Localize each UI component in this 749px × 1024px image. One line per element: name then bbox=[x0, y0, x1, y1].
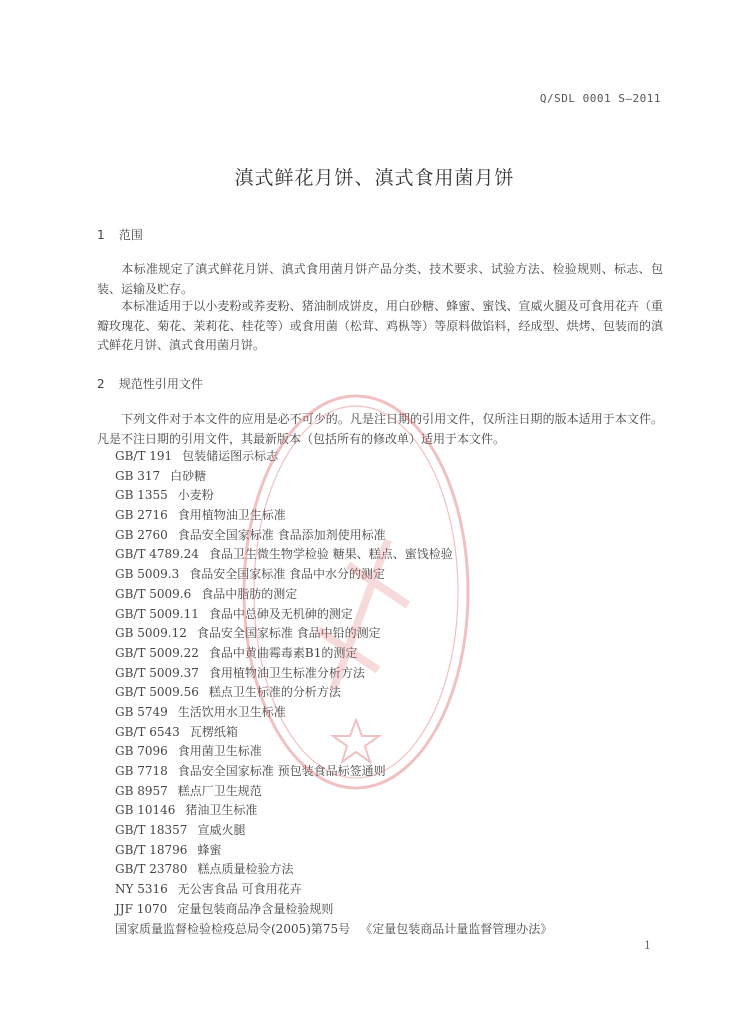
reference-code: GB 8957 bbox=[115, 783, 168, 798]
reference-title: 食品安全国家标准 食品中水分的测定 bbox=[189, 567, 386, 582]
section-number: 2 bbox=[97, 377, 105, 391]
reference-item bbox=[115, 801, 552, 821]
reference-title: 包装储运图示标志 bbox=[182, 449, 279, 463]
reference-item bbox=[115, 644, 552, 664]
reference-title: 食品中脂肪的测定 bbox=[201, 586, 298, 601]
reference-item bbox=[115, 526, 552, 546]
reference-code: GB/T 5009.6 bbox=[115, 586, 192, 601]
reference-code: GB/T 5009.22 bbox=[115, 645, 199, 660]
reference-code: GB/T 5009.11 bbox=[115, 606, 199, 621]
reference-code: GB/T 191 bbox=[115, 449, 173, 463]
reference-title: 生活饮用水卫生标准 bbox=[177, 704, 286, 719]
reference-title: 食品卫生微生物学检验 糖果、糕点、蜜饯检验 bbox=[208, 547, 453, 562]
reference-item bbox=[115, 624, 552, 644]
reference-code: GB/T 5009.56 bbox=[115, 685, 199, 700]
reference-code: GB 7096 bbox=[115, 744, 168, 759]
reference-title: 食品安全国家标准 食品添加剂使用标准 bbox=[177, 527, 386, 542]
reference-title: 食品中黄曲霉毒素B1的测定 bbox=[208, 645, 358, 660]
reference-title: 食用植物油卫生标准分析方法 bbox=[208, 665, 365, 680]
reference-item bbox=[115, 506, 552, 526]
reference-code: 国家质量监督检验检疫总局令(2005)第75号 bbox=[115, 921, 351, 936]
reference-title: 无公害食品 可食用花卉 bbox=[177, 882, 302, 897]
reference-item bbox=[115, 486, 552, 506]
reference-code: GB 2716 bbox=[115, 508, 168, 523]
paragraph-text: 本标准适用于以小麦粉或荞麦粉、猪油制成饼皮，用白砂糖、蜂蜜、蜜饯、宣威火腿及可食用花卉（重瓣玫瑰花、菊花、茉莉花、桂花等）或食用菌（松茸、鸡枞等）等原料做馅料，经成型、烘烤、包装而的滇式鲜花月饼、滇式食用菌月饼。 bbox=[97, 299, 663, 353]
reference-code: GB 10146 bbox=[115, 803, 176, 818]
reference-item bbox=[115, 467, 552, 487]
reference-item bbox=[115, 683, 552, 703]
reference-item bbox=[115, 703, 552, 723]
reference-item bbox=[115, 841, 552, 861]
reference-title: 糕点质量检验方法 bbox=[197, 862, 294, 877]
reference-item bbox=[115, 900, 552, 920]
paragraph-text: 本标准规定了滇式鲜花月饼、滇式食用菌月饼产品分类、技术要求、试验方法、检验规则、标志、包装、运输及贮存。 bbox=[97, 262, 663, 296]
reference-title: 食品中总砷及无机砷的测定 bbox=[208, 606, 353, 621]
reference-item bbox=[115, 545, 552, 565]
reference-title: 糕点卫生标准的分析方法 bbox=[208, 685, 341, 700]
section-title: 范围 bbox=[118, 228, 143, 242]
reference-item bbox=[115, 742, 552, 762]
reference-title: 猪油卫生标准 bbox=[185, 803, 258, 818]
reference-item bbox=[115, 605, 552, 625]
reference-item bbox=[115, 585, 552, 605]
reference-item bbox=[115, 880, 552, 900]
reference-title: 食用菌卫生标准 bbox=[177, 744, 262, 759]
reference-item bbox=[115, 920, 552, 940]
reference-title: 宣威火腿 bbox=[197, 823, 246, 838]
reference-code: GB/T 23780 bbox=[115, 862, 188, 877]
reference-item bbox=[115, 782, 552, 802]
reference-code: JJF 1070 bbox=[115, 901, 168, 916]
reference-code: GB/T 18796 bbox=[115, 842, 188, 857]
section-1-paragraph-2 bbox=[97, 297, 663, 356]
reference-code: GB 2760 bbox=[115, 527, 168, 542]
reference-title: 蜂蜜 bbox=[197, 842, 222, 857]
reference-title: 定量包装商品净含量检验规则 bbox=[177, 901, 334, 916]
reference-code: GB 5009.3 bbox=[115, 567, 180, 582]
reference-code: NY 5316 bbox=[115, 882, 168, 897]
reference-code: GB/T 18357 bbox=[115, 823, 188, 838]
page-number: 1 bbox=[644, 939, 651, 952]
standard-code: Q/SDL 0001 S—2011 bbox=[539, 92, 661, 105]
section-2-heading bbox=[97, 375, 203, 392]
reference-title: 食用植物油卫生标准 bbox=[177, 508, 286, 523]
reference-code: GB 5009.12 bbox=[115, 626, 187, 641]
section-1-paragraph-1 bbox=[97, 260, 663, 299]
reference-title: 瓦楞纸箱 bbox=[189, 724, 238, 739]
reference-title: 《定量包装商品计量监督管理办法》 bbox=[360, 921, 553, 936]
reference-code: GB/T 4789.24 bbox=[115, 547, 199, 562]
reference-item bbox=[115, 664, 552, 684]
reference-list bbox=[115, 447, 552, 939]
reference-title: 糕点厂卫生规范 bbox=[177, 783, 262, 798]
reference-item bbox=[115, 821, 552, 841]
section-1-heading bbox=[97, 226, 143, 243]
reference-code: GB 1355 bbox=[115, 488, 168, 503]
reference-title: 白砂糖 bbox=[170, 468, 207, 483]
reference-code: GB/T 6543 bbox=[115, 724, 180, 739]
reference-code: GB 317 bbox=[115, 468, 161, 483]
reference-item bbox=[115, 565, 552, 585]
reference-title: 食品安全国家标准 预包装食品标签通则 bbox=[177, 764, 386, 778]
section-2-paragraph-1 bbox=[97, 410, 663, 449]
reference-code: GB 7718 bbox=[115, 764, 168, 778]
section-number: 1 bbox=[97, 228, 105, 242]
document-title: 滇式鲜花月饼、滇式食用菌月饼 bbox=[234, 167, 515, 189]
reference-item bbox=[115, 860, 552, 880]
reference-title: 食品安全国家标准 食品中铅的测定 bbox=[196, 626, 381, 641]
section-title: 规范性引用文件 bbox=[118, 377, 203, 391]
reference-code: GB/T 5009.37 bbox=[115, 665, 199, 680]
reference-item bbox=[115, 447, 552, 467]
paragraph-text: 下列文件对于本文件的应用是必不可少的。凡是注日期的引用文件，仅所注日期的版本适用于本文件。凡是不注日期的引用文件，其最新版本（包括所有的修改单）适用于本文件。 bbox=[97, 412, 663, 446]
reference-item bbox=[115, 762, 552, 782]
reference-title: 小麦粉 bbox=[177, 488, 214, 503]
reference-code: GB 5749 bbox=[115, 704, 168, 719]
reference-item bbox=[115, 723, 552, 743]
